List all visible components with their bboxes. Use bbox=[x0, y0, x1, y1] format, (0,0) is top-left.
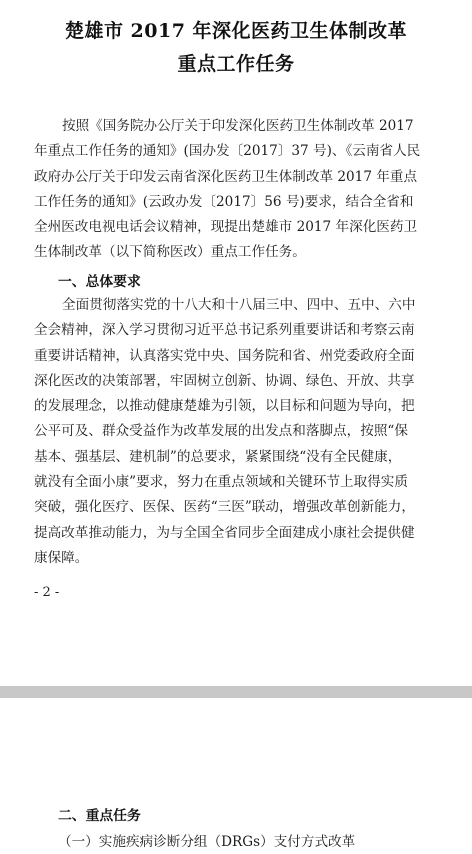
text-line: 全州医改电视电话会议精神，现提出楚雄市 2017 年深化医药卫 bbox=[34, 219, 418, 236]
document-title-line-2: 重点工作任务 bbox=[177, 53, 295, 75]
text-line: 工作任务的通知》(云政办发〔2017〕56 号)要求，结合全省和 bbox=[34, 193, 414, 210]
text-line: 深化医改的决策部署，牢固树立创新、协调、绿色、开放、共享 bbox=[34, 372, 415, 389]
text-line: 公平可及、群众受益作为改革发展的出发点和落脚点，按照“保 bbox=[34, 423, 408, 440]
text-line: 提高改革推动能力，为与全国全省同步全面建成小康社会提供健 bbox=[34, 524, 415, 541]
text-line: 重要讲话精神，认真落实党中央、国务院和省、州党委政府全面 bbox=[34, 347, 415, 364]
text-line: 康保障。 bbox=[34, 549, 89, 566]
text-line: 年重点工作任务的通知》(国办发〔2017〕37 号)、《云南省人民 bbox=[34, 143, 421, 160]
section-heading-general-requirements: 一、总体要求 bbox=[58, 274, 141, 290]
text-line: 按照《国务院办公厅关于印发深化医药卫生体制改革 2017 bbox=[62, 118, 414, 134]
subsection-heading-drgs: （一）实施疾病诊断分组（DRGs）支付方式改革 bbox=[58, 834, 356, 850]
page-number: - 2 - bbox=[34, 585, 60, 600]
text-line: 政府办公厅关于印发云南省深化医药卫生体制改革 2017 年重点 bbox=[34, 168, 418, 185]
text-line: 就没有全面小康”要求，努力在重点领域和关键环节上取得实质 bbox=[34, 474, 408, 491]
text-line: 基本、强基层、建机制”的总要求，紧紧围绕“没有全民健康， bbox=[34, 448, 402, 465]
text-line: 的发展理念，以推动健康楚雄为引领，以目标和问题为导向，把 bbox=[34, 398, 415, 415]
text-line: 全面贯彻落实党的十八大和十八届三中、四中、五中、六中 bbox=[62, 297, 416, 313]
text-line: 突破，强化医疗、医保、医药“三医”联动，增强改革创新能力， bbox=[34, 499, 415, 516]
document-title-line-1: 楚雄市 2017 年深化医药卫生体制改革 bbox=[64, 20, 408, 42]
intro-paragraph bbox=[34, 114, 444, 266]
text-line: 生体制改革（以下简称医改）重点工作任务。 bbox=[34, 244, 306, 261]
text-line: 全会精神，深入学习贯彻习近平总书记系列重要讲话和考察云南 bbox=[34, 322, 415, 339]
general-requirements-paragraph bbox=[34, 293, 444, 571]
section-heading-key-tasks: 二、重点任务 bbox=[58, 808, 141, 824]
page-separator bbox=[0, 686, 472, 698]
